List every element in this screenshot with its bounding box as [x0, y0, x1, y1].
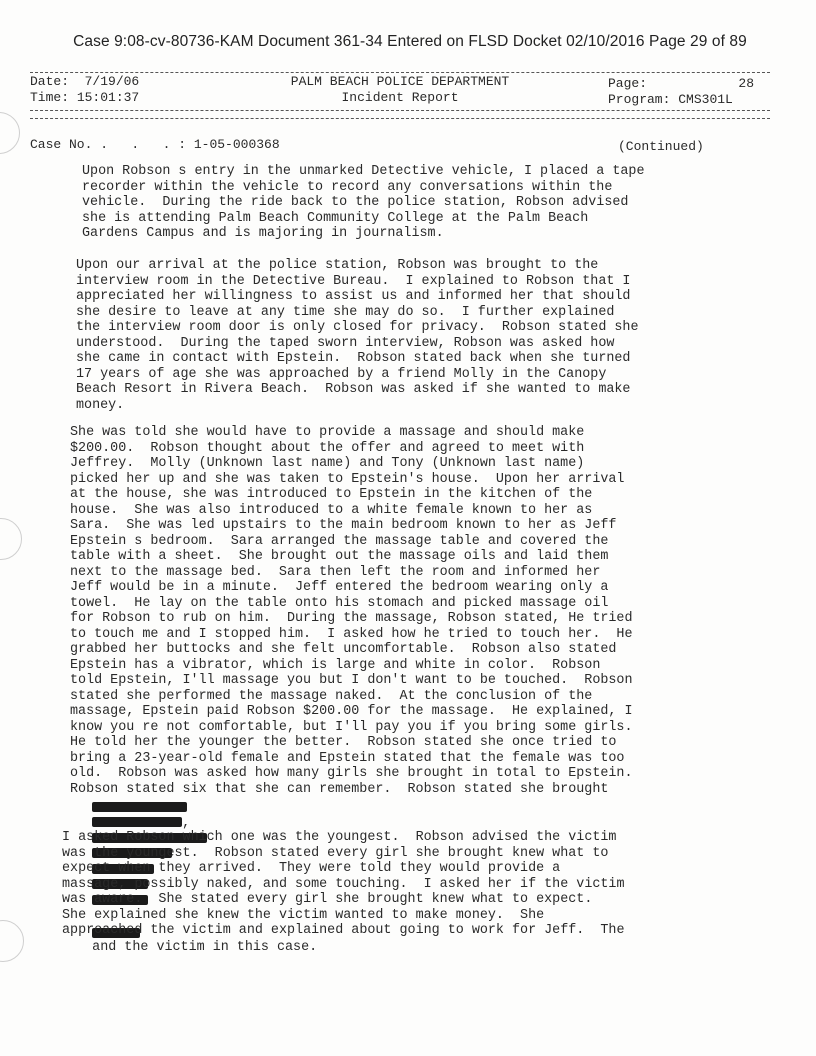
punch-hole-mark [0, 920, 24, 962]
case-number-line [30, 137, 280, 152]
paragraph-vehicle: Upon Robson s entry in the unmarked Detective vehicle, I placed a tape recorder within the vehicle to record any conversations within the vehicle. During the ride back to the police station, Robson advised she is attending Palm Beach Community College at the Palm Beach Gardens Campus and is majoring in journalism. [82, 164, 645, 241]
report-date-line [30, 74, 139, 89]
redacted-tail-text: and the victim in this case. [92, 940, 318, 956]
time-label: Time: [30, 90, 70, 105]
case-number: 1-05-000368 [193, 137, 280, 152]
header-bottom-divider [30, 118, 770, 119]
header-mid-divider [30, 110, 770, 111]
punch-hole-mark [0, 112, 20, 154]
paragraph-massage-account: She was told she would have to provide a massage and should make $200.00. Robson thought about the offer and agreed to meet with Jeffrey. Molly (Unknown last name) and Tony (Unknown last name) picked her up and she was taken to Epstein's house. Upon her arrival at the house, she was introduced to Epstein in the kitchen of the house. She was also introduced to a white female known to her as Sara. She was led upstairs to the main bedroom known to her as Jeff Epstein s bedroom. Sara arranged the massage table and covered the table with a sheet. She brought out the massage oils and laid them next to the massage bed. Sara then left the room and informed her Jeff would be in a minute. Jeff entered the bedroom wearing only a towel. He lay on the table onto his stomach and picked massage oil for Robson to rub on him. During the massage, Robson stated, He tried to touch me and I stopped him. I asked how he tried to touch her. He grabbed her buttocks and she felt uncomfortable. Robson also stated Epstein has a vibrator, which is large and white in color. Robson told Epstein, I'll massage you but I don't want to be touched. Robson stated she performed the massage naked. At the conclusion of the massage, Epstein paid Robson $200.00 for the massage. He explained, I know you re not comfortable, but I'll pay you if you bring some girls. He told her the younger the better. Robson stated she once tried to bring a 23-year-old female and Epstein stated that the female was too old. Robson was asked how many girls she brought in total to Epstein. Robson stated six that she can remember. Robson stated she brought [70, 425, 633, 797]
case-label: Case No. . . . : [30, 137, 187, 152]
header-top-divider [30, 72, 770, 73]
report-time-line [30, 90, 139, 105]
page-number-line [608, 76, 754, 91]
report-date: 7/19/06 [84, 74, 140, 89]
page-label: Page: [608, 76, 648, 91]
program-code: CMS301L [678, 92, 733, 107]
report-title: Incident Report [341, 90, 459, 105]
redaction-bar [92, 802, 187, 812]
redaction-separator: , [182, 816, 191, 831]
program-line [608, 92, 733, 107]
continued-label: (Continued) [618, 139, 704, 154]
punch-hole-mark [0, 518, 22, 560]
report-time: 15:01:37 [76, 90, 140, 105]
paragraph-youngest: I asked Robson which one was the youngest. Robson advised the victim was the youngest. Robson stated every girl she brought knew what to expect when they arrived. They were told they would provide a massage, possibly naked, and some touching. I asked her if the victim was aware. She stated every girl she brought knew what to expect. She explained she knew the victim wanted to make money. She approached the victim and explained about going to work for Jeff. The [62, 830, 625, 938]
date-label: Date: [30, 74, 70, 89]
page-number: 28 [738, 76, 754, 91]
paragraph-interview: Upon our arrival at the police station, Robson was brought to the interview room in the Detective Bureau. I explained to Robson that I appreciated her willingness to assist us and informed her that should she desire to leave at any time she may do so. I further explained the interview room door is only closed for privacy. Robson stated she understood. During the taped sworn interview, Robson was asked how she came in contact with Epstein. Robson stated back when she turned 17 years of age she was approached by a friend Molly in the Canopy Beach Resort in Rivera Beach. Robson was asked if she wanted to make money. [76, 258, 639, 413]
redaction-bar [92, 817, 182, 827]
program-label: Program: [608, 92, 671, 107]
department-name: PALM BEACH POLICE DEPARTMENT [290, 74, 510, 89]
court-filing-header: Case 9:08-cv-80736-KAM Document 361-34 Entered on FLSD Docket 02/10/2016 Page 29 of 89 [73, 33, 747, 50]
